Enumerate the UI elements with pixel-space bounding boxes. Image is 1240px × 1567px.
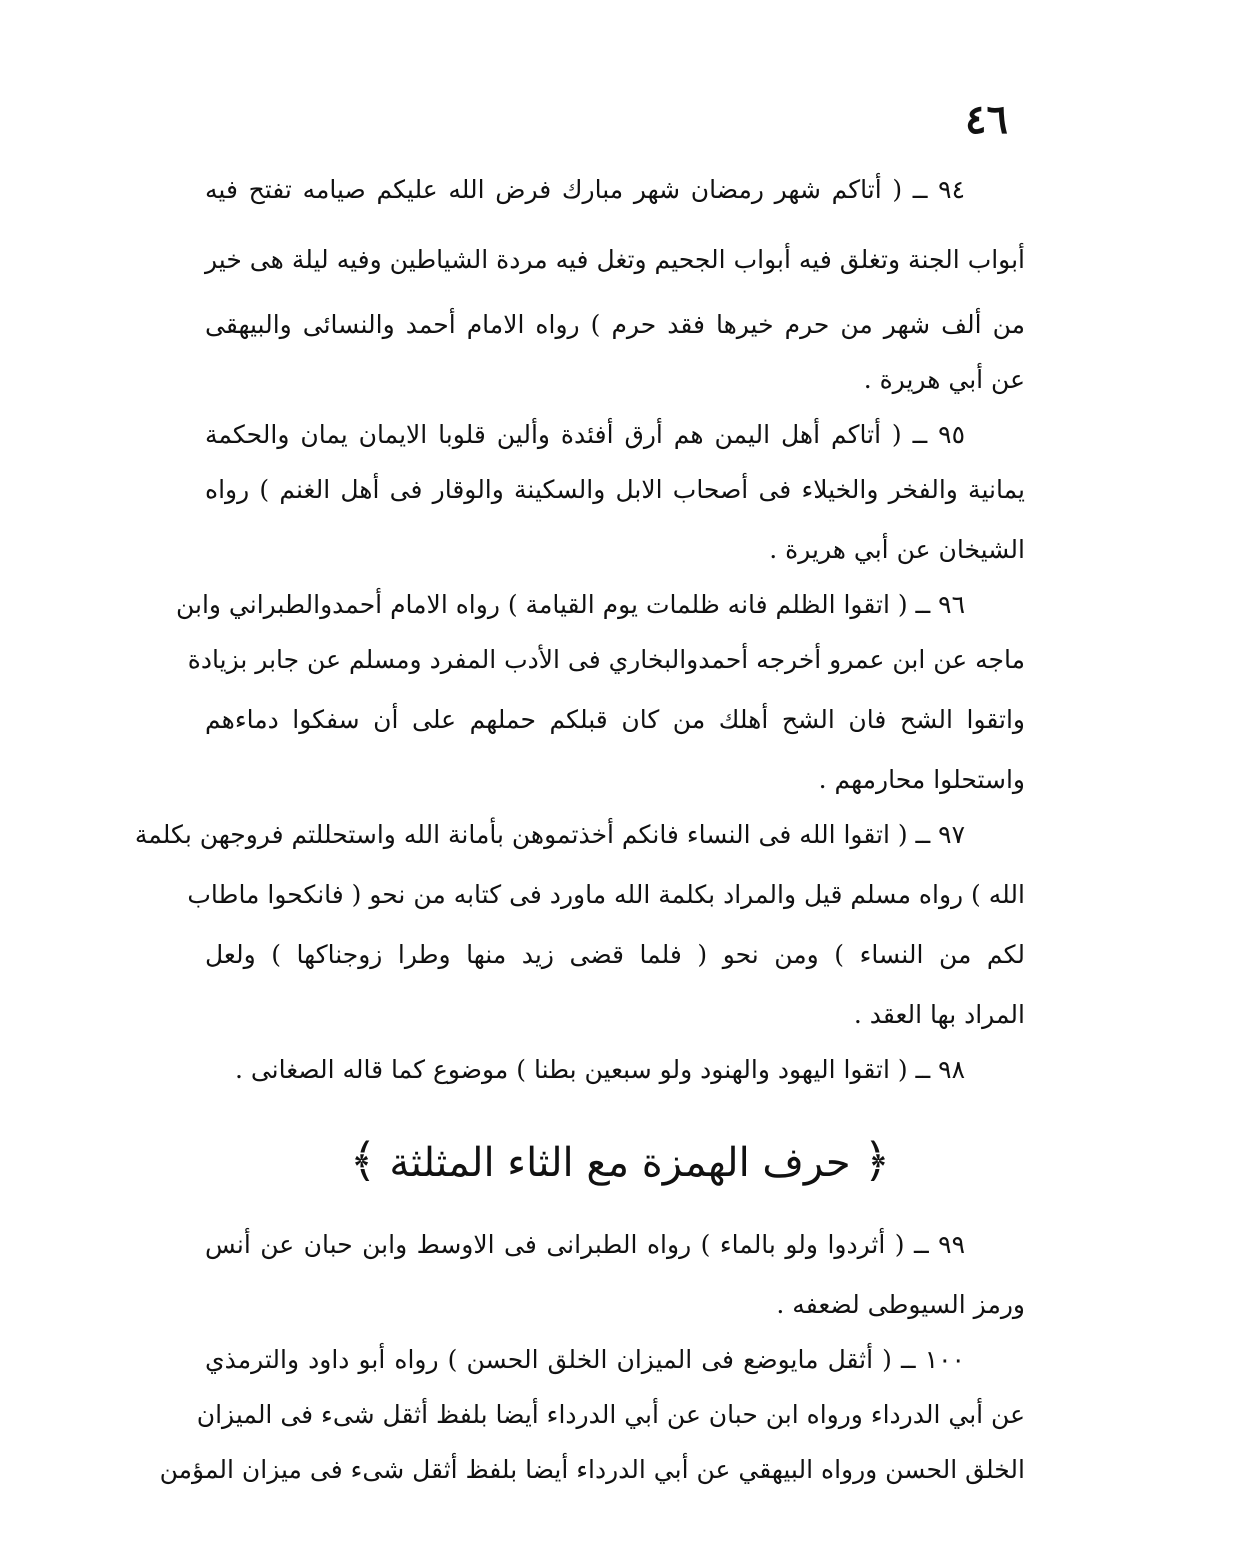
hadith-97-line-1: ٩٧ ــ ( اتقوا الله فى النساء فانكم أخذتموهن بأمانة الله واستحللتم فروجهن بكلمة xyxy=(134,820,965,849)
hadith-96-line-1: ٩٦ ــ ( اتقوا الظلم فانه ظلمات يوم القيامة ) رواه الامام أحمدوالطبراني وابن xyxy=(175,590,965,619)
ornamental-bracket-open: ﴿ xyxy=(863,1133,891,1187)
hadith-94-line-1: ٩٤ ــ ( أتاكم شهر رمضان شهر مبارك فرض الله عليكم صيامه تفتح فيه xyxy=(205,175,965,204)
hadith-100-line-2: عن أبي الدرداء ورواه ابن حبان عن أبي الدرداء أيضا بلفظ أثقل شىء فى الميزان xyxy=(196,1400,1025,1429)
hadith-100-line-1: ١٠٠ ــ ( أثقل مايوضع فى الميزان الخلق الحسن ) رواه أبو داود والترمذي xyxy=(205,1345,965,1374)
hadith-100-line-3: الخلق الحسن ورواه البيهقي عن أبي الدرداء أيضا بلفظ أثقل شىء فى ميزان المؤمن xyxy=(159,1455,1025,1484)
hadith-94-line-4: عن أبي هريرة . xyxy=(863,365,1025,394)
page-number: ٤٦ xyxy=(965,96,1008,143)
hadith-99-line-1: ٩٩ ــ ( أثردوا ولو بالماء ) رواه الطبرانى فى الاوسط وابن حبان عن أنس xyxy=(205,1230,965,1259)
hadith-96-line-4: واستحلوا محارمهم . xyxy=(818,765,1025,794)
hadith-95-line-2: يمانية والفخر والخيلاء فى أصحاب الابل والسكينة والوقار فى أهل الغنم ) رواه xyxy=(205,475,1025,504)
section-heading-text: حرف الهمزة مع الثاء المثلثة xyxy=(389,1140,851,1186)
hadith-97-line-2: الله ) رواه مسلم قيل والمراد بكلمة الله ماورد فى كتابه من نحو ( فانكحوا ماطاب xyxy=(187,880,1025,909)
hadith-95-line-1: ٩٥ ــ ( أتاكم أهل اليمن هم أرق أفئدة وألين قلوبا الايمان يمان والحكمة xyxy=(205,420,965,449)
hadith-96-line-2: ماجه عن ابن عمرو أخرجه أحمدوالبخاري فى الأدب المفرد ومسلم عن جابر بزيادة xyxy=(187,645,1025,674)
hadith-99-line-2: ورمز السيوطى لضعفه . xyxy=(776,1290,1025,1319)
ornamental-bracket-close: ﴾ xyxy=(349,1133,377,1187)
hadith-98-line-1: ٩٨ ــ ( اتقوا اليهود والهنود ولو سبعين بطنا ) موضوع كما قاله الصغانى . xyxy=(234,1055,965,1084)
hadith-95-line-3: الشيخان عن أبي هريرة . xyxy=(769,535,1025,564)
hadith-97-line-3: لكم من النساء ) ومن نحو ( فلما قضى زيد منها وطرا زوجناكها ) ولعل xyxy=(205,940,1025,969)
hadith-97-line-4: المراد بها العقد . xyxy=(853,1000,1025,1029)
section-heading xyxy=(340,1125,900,1198)
hadith-96-line-3: واتقوا الشح فان الشح أهلك من كان قبلكم حملهم على أن سفكوا دماءهم xyxy=(205,705,1025,734)
hadith-94-line-2: أبواب الجنة وتغلق فيه أبواب الجحيم وتغل فيه مردة الشياطين وفيه ليلة هى خير xyxy=(205,245,1025,274)
hadith-94-line-3: من ألف شهر من حرم خيرها فقد حرم ) رواه الامام أحمد والنسائى والبيهقى xyxy=(205,310,1025,339)
